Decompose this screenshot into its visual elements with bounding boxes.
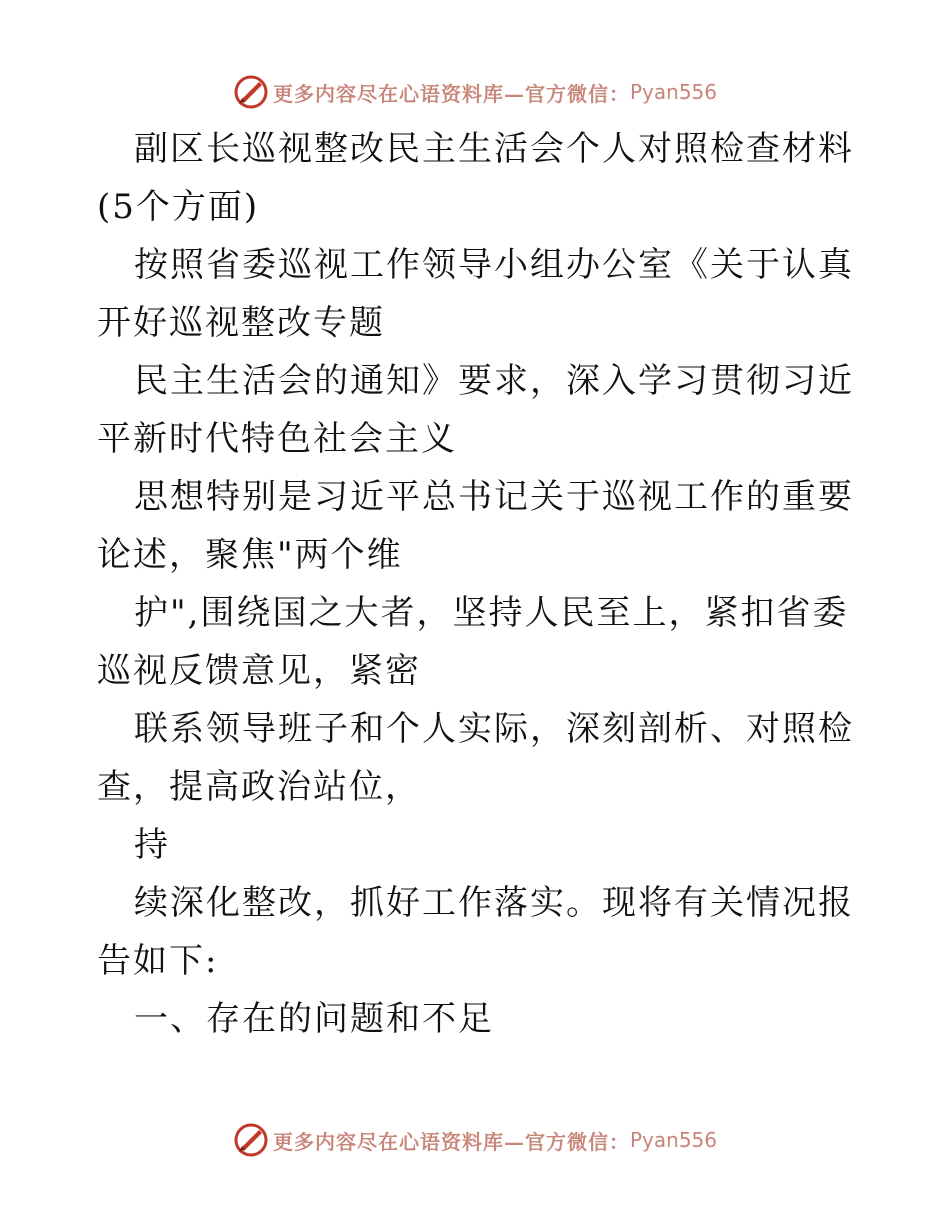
paragraph: 护",围绕国之大者，坚持人民至上，紧扣省委巡视反馈意见，紧密: [97, 593, 849, 691]
pen-logo-icon: [233, 74, 269, 110]
paragraph: 联系领导班子和个人实际，深刻剖析、对照检查，提高政治站位，: [97, 709, 854, 807]
paragraph: 民主生活会的通知》要求，深入学习贯彻习近平新时代特色社会主义: [97, 361, 854, 459]
header-banner: [0, 72, 950, 112]
document-body: [97, 120, 867, 1048]
pen-logo-icon: [233, 1122, 269, 1158]
paragraph: 持: [134, 825, 170, 865]
section-heading: 一、存在的问题和不足: [134, 999, 494, 1039]
paragraph: 按照省委巡视工作领导小组办公室《关于认真开好巡视整改专题: [97, 245, 854, 343]
banner-text: 更多内容尽在心语资料库—官方微信：: [272, 81, 630, 106]
banner-text: 更多内容尽在心语资料库—官方微信：: [272, 1129, 630, 1154]
banner-wechat-id: Pyan556: [629, 80, 717, 104]
banner-wechat-id: Pyan556: [629, 1128, 717, 1152]
document-title: 副区长巡视整改民主生活会个人对照检查材料(5个方面): [97, 129, 854, 227]
paragraph: 思想特别是习近平总书记关于巡视工作的重要论述，聚焦"两个维: [97, 477, 854, 575]
paragraph: 续深化整改，抓好工作落实。现将有关情况报告如下:: [97, 883, 854, 981]
footer-banner: [0, 1120, 950, 1160]
